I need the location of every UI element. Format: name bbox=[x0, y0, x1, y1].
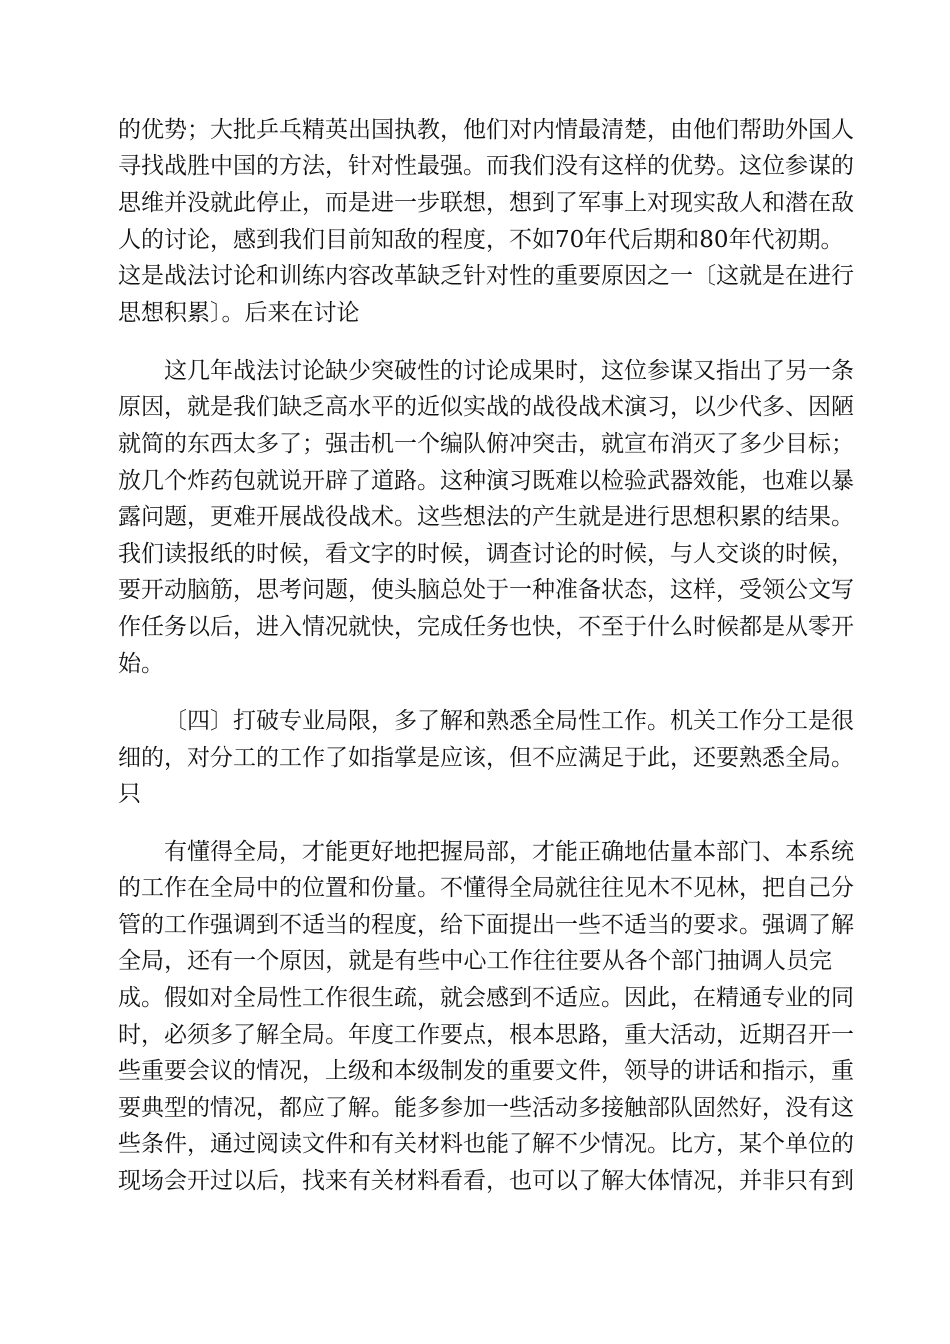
text-line: 始。 bbox=[118, 651, 164, 677]
text-line: 些重要会议的情况，上级和本级制发的重要文件，领导的讲话和指示，重 bbox=[118, 1058, 854, 1084]
text-line: 要开动脑筋，思考问题，使头脑总处于一种准备状态，这样，受领公文写 bbox=[118, 577, 854, 603]
text-line: 就简的东西太多了；强击机一个编队俯冲突击，就宣布消灭了多少目标； bbox=[118, 431, 854, 457]
text-line: 现场会开过以后，找来有关材料看看，也可以了解大体情况，并非只有到 bbox=[118, 1168, 854, 1194]
text-line: 的优势；大批乒乓精英出国执教，他们对内情最清楚，由他们帮助外国人 bbox=[118, 117, 854, 143]
text-line: 放几个炸药包就说开辟了道路。这种演习既难以检验武器效能，也难以暴 bbox=[118, 468, 854, 494]
text-line: 全局，还有一个原因，就是有些中心工作往往要从各个部门抽调人员完 bbox=[118, 948, 832, 974]
text-line: 些条件，通过阅读文件和有关材料也能了解不少情况。比方，某个单位的 bbox=[118, 1131, 854, 1157]
text-line: 作任务以后，进入情况就快，完成任务也快，不至于什么时候都是从零开 bbox=[118, 614, 854, 640]
text-line: 露问题，更难开展战役战术。这些想法的产生就是进行思想积累的结果。 bbox=[118, 504, 854, 530]
text-line: 原因，就是我们缺乏高水平的近似实战的战役战术演习，以少代多、因陋 bbox=[118, 394, 854, 420]
paragraph-first-line: 有懂得全局，才能更好地把握局部，才能正确地估量本部门、本系统 bbox=[164, 839, 854, 865]
text-line: 的工作在全局中的位置和份量。不懂得全局就往往见木不见林，把自己分 bbox=[118, 875, 854, 901]
text-line: 只 bbox=[118, 781, 141, 807]
text-line: 时，必须多了解全局。年度工作要点，根本思路，重大活动，近期召开一 bbox=[118, 1022, 854, 1048]
paragraph-first-line: 这几年战法讨论缺少突破性的讨论成果时，这位参谋又指出了另一条 bbox=[164, 358, 854, 384]
text-line: 寻找战胜中国的方法，针对性最强。而我们没有这样的优势。这位参谋的 bbox=[118, 153, 854, 179]
section-heading-line: 〔四〕打破专业局限，多了解和熟悉全局性工作。机关工作分工是很 bbox=[164, 708, 854, 734]
text-line: 我们读报纸的时候，看文字的时候，调查讨论的时候，与人交谈的时候， bbox=[118, 541, 854, 567]
text-line: 细的，对分工的工作了如指掌是应该，但不应满足于此，还要熟悉全局。 bbox=[118, 745, 854, 771]
text-line: 成。假如对全局性工作很生疏，就会感到不适应。因此，在精通专业的同 bbox=[118, 985, 854, 1011]
text-line: 思想积累〕。后来在讨论 bbox=[118, 300, 360, 326]
text-line: 要典型的情况，都应了解。能多参加一些活动多接触部队固然好，没有这 bbox=[118, 1095, 854, 1121]
text-line: 人的讨论，感到我们目前知敌的程度，不如70年代后期和80年代初期。 bbox=[118, 227, 844, 253]
text-line: 思维并没就此停止，而是进一步联想，想到了军事上对现实敌人和潜在敌 bbox=[118, 190, 854, 216]
text-line: 管的工作强调到不适当的程度，给下面提出一些不适当的要求。强调了解 bbox=[118, 912, 854, 938]
text-line: 这是战法讨论和训练内容改革缺乏针对性的重要原因之一〔这就是在进行 bbox=[118, 263, 854, 289]
